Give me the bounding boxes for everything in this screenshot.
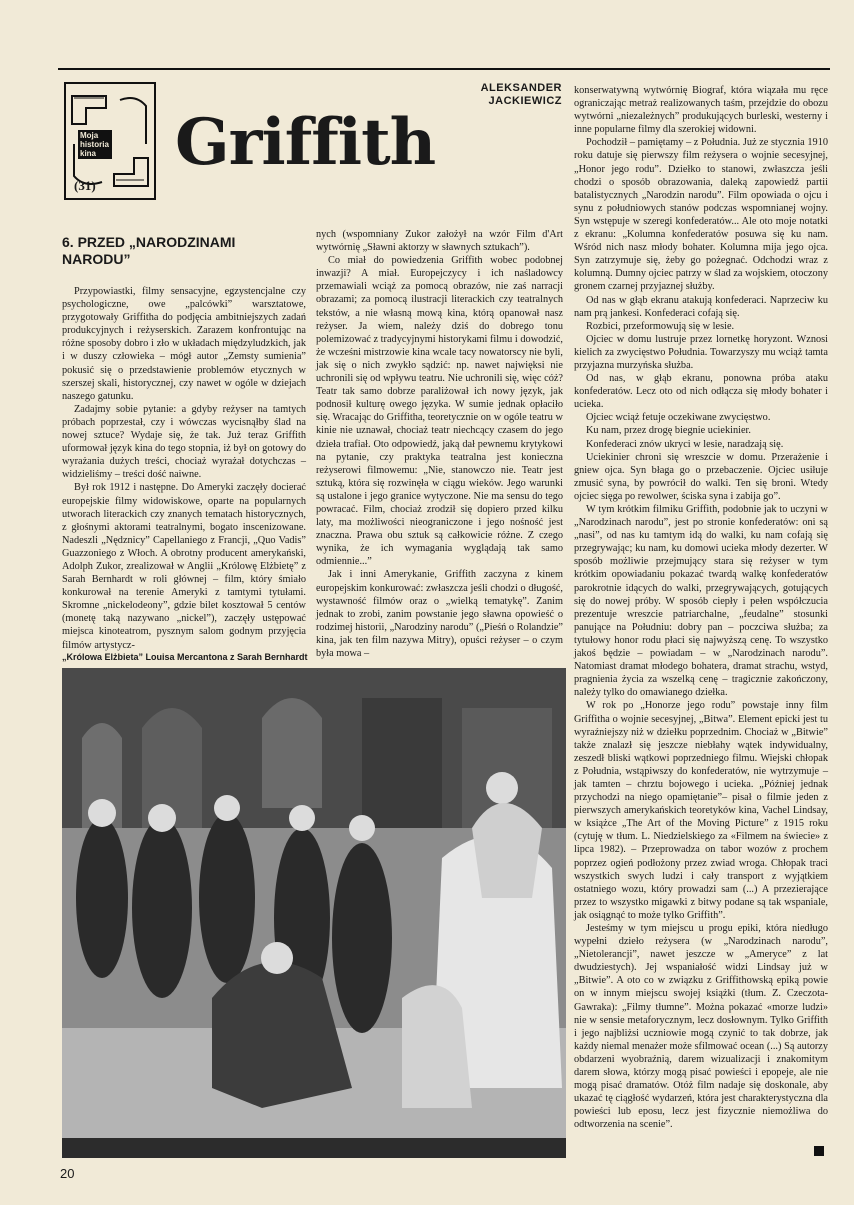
author-name: ALEKSANDER JACKIEWICZ [480,82,562,107]
paragraph: Zadajmy sobie pytanie: a gdyby reżyser na tamtych próbach poprzestał, czy i wówczas wycisnąłby ślad na nowej sztuce? Wydaje się, że tak. Już teraz Griffith uformował język kina do tego stopnia, iż był on gotowy do wyrażania dużych treści, chociaż wyrażał dotychczas – widzieliśmy – treści dość naiwne. [62,403,306,481]
text-column-1 [62,285,306,651]
paragraph: Rozbici, przeformowują się w lesie. [586,320,735,332]
page-number: 20 [60,1166,75,1181]
paragraph: W rok po „Honorze jego rodu” powstaje inny film Griffitha o wojnie secesyjnej, „Bitwa”. Element epicki jest tu wyraźniejszy niż w dziełku poprzednim. Chociaż w „Bitwie” także znalazł się jeszcze niebłahy wątek indywidualny, zeszedł bliski wątkowi poprzedniego filmu. Wiejski chłopak z Południa, wstąpiwszy do konfederatów, nie wytrzymuje – jak tamten – chrztu bojowego i ucieka. „Później jednak przychodzi na niego opamiętanie”– pisał o filmie jeden z pierwszych amerykańskich teoretyków kina, Vachel Lindsay, w książce „The Art of the Moving Picture” z 1915 roku (cytuję w tłum. L. Niedzielskiego za «Filmem na świecie» z lipca 1982). – Przeprowadza on tabor wozów z prochem poprzez ogień podłożony przez zwiad wroga. Chłopak traci wszystkich swych ludzi i cały transport z wyjątkiem ostatniego wozu, który prowadzi sam (...) A przezierające przez to wszystko migawki z bitwy podane są tak wspaniale, jak osiągnąć to może tylko Griffith”. [574,700,828,921]
end-of-article-mark [814,1146,824,1156]
paragraph: konserwatywną wytwórnię Biograf, która wiązała mu ręce ograniczając metraż realizowanych taśm, przejdzie do obozu wytwórni „niezależnych” produkujących burleski, westerny i inne popularne filmy dla szerokiej widowni. [574,85,828,136]
paragraph: Jak i inni Amerykanie, Griffith zaczyna z kinem europejskim konkurować: zwłaszcza jeśli chodzi o długość, wystawność filmów oraz o „wielką tematykę”. Zanim jednak to zrobi, zanim powstanie jego sławna opowieść o rodzimej historii, „Narodziny narodu” („Pieśń o Rolandzie” kina, jak ten film nazywa Mitry), opuści reżyser – o czym była mowa – [316,569,563,659]
paragraph: Pochodził – pamiętamy – z Południa. Już ze stycznia 1910 roku datuje się pierwszy film reżysera o wojnie secesyjnej, „Honor jego rodu”. Dziełko to stanowi, zwłaszcza jeśli chodzi o sposób obrazowania, daleką zapowiedź partii batalistycznych „Narodzin narodu”. Film opowiada o ojcu i synu z południowych stanów podczas wspomnianej wojny. Syn wstępuje w szeregi konfederatów... Ale oto moje notatki z ekranu: „Kolumna konfederatów posuwa się ku nam. Wśród nich nasz młody bohater. Kolumna mija jego ojca. Syn zatrzymuje się, żeby go pożegnać. Odchodzi wraz z kolumną. Dumny ojciec patrzy w ślad za wojskiem, otoczony gronem czarnej przyjaznej służby. [574,137,828,293]
section-heading: 6. PRZED „NARODZINAMI NARODU” [62,234,236,267]
paragraph: Jesteśmy w tym miejscu u progu epiki, która niedługo wypełni dzieło reżysera (w „Narodzinach narodu”, „Nietolerancji”, nawet jeszcze w „Ameryce” z lat dwudziestych). Jej wspaniałość widzi Lindsay już w „Bitwie”. A oto co w związku z Griffithowską epiką powie on w innym miejscu swojej książki (tłum. Z. Czeczota-Gawraka): „Filmy tłumne”. Można pokazać «morze ludzi» nie w sensie metaforycznym, lecz dosłownym. Tylko Griffith i jego najbliżsi uczniowie mogą czynić to tak dobrze, jak każdy niemal menażer może sfilmować ocean (...) Są autorzy obdarzeni wyobraźnią, darem wizualizacji i znakomitym darem słowa, którzy mogą pisać powieści i epopeje, ale nie mogą pisać dramatów. Otóż film nadaje się doskonale, aby ukazać tę ciągłość wydarzeń, która jest charakterystyczna dla powieści lub eposu, lecz jest fizycznie niemożliwa do odtworzenia na scenie”. [574,923,828,1131]
series-logo [64,82,156,200]
paragraph: Od nas, w głąb ekranu, ponowna próba ataku konfederatów. Lecz oto od nich odłącza się młody bohater i ucieka. [574,373,828,411]
text-column-2 [316,228,563,659]
film-still-image [62,668,566,1158]
series-label: Moja historia kina [78,130,112,159]
paragraph: Uciekinier chroni się wreszcie w domu. Przerażenie i gniew ojca. Syn błaga go o przebaczenie. Ojciec usiłuje zmusić syna, by powrócił do walki. Ten się broni. Wtedy ojciec sięga po rewolwer, ściska syna i zabija go”. [574,451,828,502]
paragraph: Ojciec w domu lustruje przez lornetkę horyzont. Wznosi kielich za zwycięstwo Południa. Towarzyszy mu wciąż tamta przyjazna murzyńska służba. [574,333,828,371]
page-title: Griffith [175,105,436,180]
photo-caption: „Królowa Elżbieta” Louisa Mercantona z Sarah Bernhardt [62,652,308,662]
text-column-3 [574,84,828,1164]
series-number: (31) [74,178,96,193]
paragraph: Konfederaci znów ukryci w lesie, naradzają się. [586,438,784,450]
paragraph: W tym krótkim filmiku Griffith, podobnie jak to uczyni w „Narodzinach narodu”, jest po stronie konfederatów: oni są „nasi”, od nas ku tamtym idą do walki, ku nam cofają się przegrywając; ku nam, ku domowi ucieka młody dezerter. W sposób możliwie przejmujący stara się reżyser w tym krótkim opowiadaniu pokazać twardą walkę konfederatów parokrotnie idących do walki, przegrywających, gotujących się do nowej próby. W sposób ciepły i pełen współczucia prezentuje wreszcie patriarchalne, „feudalne” stosunki panujące na Południu: dobry pan – poczciwa służba; za tytułowy honor rodu płaci się najwyższą cenę. To wszystko jakoś będzie – powiadam – w „Narodzinach narodu”. Natomiast dramat młodego bohatera, dramat strachu, wstyd, pragnienia życia za wszelką cenę – tragicznie zakończony, należy tylko do omawianego dziełka. [574,504,828,699]
paragraph: nych (wspomniany Zukor założył na wzór Film d'Art wytwórnię „Sławni aktorzy w sławnych sztukach”). [316,229,563,254]
paragraph: Ojciec wciąż fetuje oczekiwane zwycięstwo. [586,412,771,424]
paragraph: Był rok 1912 i następne. Do Ameryki zaczęły docierać europejskie filmy widowiskowe, oparte na popularnych utworach literackich czy znanych tematach historycznych, z głośnymi aktorami teatralnymi, bogato inscenizowane. Nadeszli „Nędznicy” Capellaniego z Francji, „Quo Vadis” Guazzoniego z Włoch. A obrotny producent amerykański, Adolph Zukor, zrealizował w Anglii „Królowę Elżbietę” z Sarah Bernhardt w roli głównej – film, który śmiało konkurował na terenie Ameryki z tamtymi tytułami. Skromne „nickelodeony”, gdzie bilet kosztował 5 centów (monetę taką nazywano „nickel”), zaczęły ustępować miejsca kinoteatrom, pysznym salom godnym przyjęcia filmów artystycz- [62,482,306,651]
paragraph: Co miał do powiedzenia Griffith wobec podobnej inwazji? A miał. Europejczycy i ich naśladowcy przemawiali wciąż za pomocą obrazów, nie zaś narracji obrazami; za pomocą ilustracji literackich czy teatralnych tekstów, a nie własną mową kina, którą opanował nasz reżyser. Ja wiem, należy dziś do dobrego tonu polemizować z tradycyjnymi historykami filmu i dowodzić, że wcześni mistrzowie kina wcale tacy nowatorscy nie byli, jak się o nich zwykło sądzić: np. nawet najwięksi nie uchronili się od wpływu teatru. Nie uchronili się, więc cóż? Teatr tak samo dobrze paraliżował ich nowy język, jak podnosił kulturę owego języka. W sumie jednak opłaciło się. Wracając do Griffitha, teoretycznie on w ogóle teatru w kinie nie uznawał, chociaż teatr niechcący czasem do jego dzieła trafiał. Oto odpowiedź, jaką dał pewnemu krytykowi na pytanie, czy praktyka teatralna jest konieczna reżyserowi filmowemu: „Nie, stanowczo nie. Teatr jest sztuką, która się rozwinęła w ciągu wieków. Jego warunki są ustalone i jego granice wytyczone. Nie ma sensu do tego powracać. Film, chociaż zrodził się dopiero przed kilku laty, ma możliwości nieograniczone i jego nośność jest znaczna. Prawa obu sztuk są całkowicie różne. Z czego wynika, że ich wymagania wyglądają tak samo odmiennie...” [316,255,563,568]
paragraph: Ku nam, przez drogę biegnie uciekinier. [586,425,751,437]
paragraph: Przypowiastki, filmy sensacyjne, egzystencjalne czy psychologiczne, owe „palcówki” warsztatowe, przygotowały Griffitha do podjęcia ambitniejszych zadań produkcyjnych i reżyserskich. Zarazem konfrontując na różne sposoby dobro i zło w układach międzyludzkich, jak i w duszy człowieka – mógł autor „Zemsty sumienia” pokusić się o przedstawienie problemów etycznych w szerszej skali, historycznej, czy nawet w ogóle w dziejach naszego gatunku. [62,286,306,402]
paragraph: Od nas w głąb ekranu atakują konfederaci. Naprzeciw ku nam prą jankesi. Konfederaci cofają się. [574,294,828,319]
film-still-photo [62,668,566,1158]
top-rule [58,68,830,70]
